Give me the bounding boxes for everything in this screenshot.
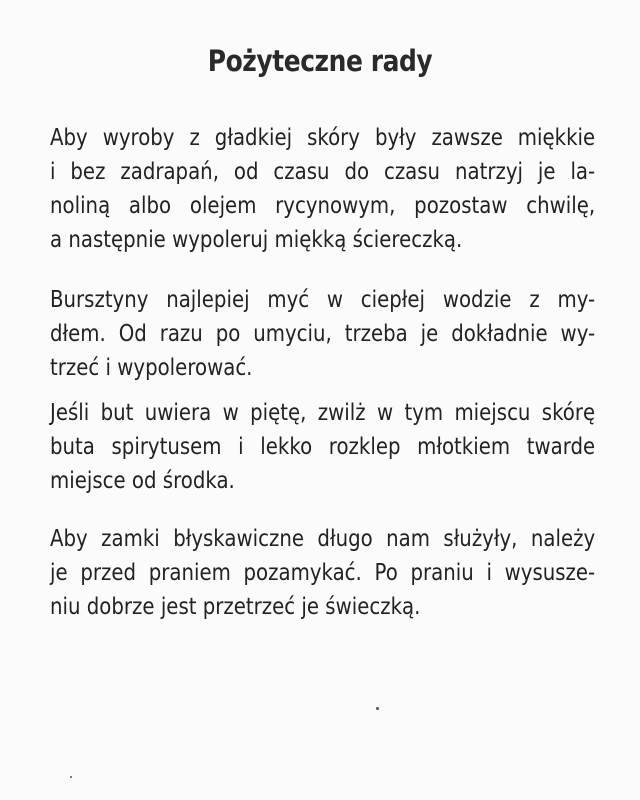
paragraph-line: je przed praniem pozamykać. Po praniu i wysusze- xyxy=(50,558,596,586)
paragraph-line: miejsce od środka. xyxy=(50,466,235,494)
paragraph-line: niu dobrze jest przetrzeć je świeczką. xyxy=(50,592,421,620)
paragraph-line: noliną albo olejem rycynowym, pozostaw chwilę, xyxy=(50,191,596,219)
paragraph-shoe-heel xyxy=(50,395,595,497)
paragraph-line: i bez zadrapań, od czasu do czasu natrzyj je la- xyxy=(50,157,596,185)
paragraph-zippers xyxy=(50,521,595,623)
paragraph-line: Jeśli but uwiera w piętę, zwilż w tym miejscu skórę xyxy=(50,398,596,426)
paper-speck xyxy=(70,776,72,778)
paragraph-line: buta spirytusem i lekko rozklep młotkiem twarde xyxy=(50,432,596,460)
page-title: Pożyteczne rady xyxy=(207,44,433,78)
paragraph-line: trzeć i wypolerować. xyxy=(50,353,253,381)
paragraph-leather-care xyxy=(50,120,595,256)
paragraph-amber-cleaning xyxy=(50,282,595,384)
paragraph-line: Aby wyroby z gładkiej skóry były zawsze miękkie xyxy=(50,123,596,151)
paper-speck xyxy=(376,707,379,710)
paragraph-line: a następnie wypoleruj miękką ściereczką. xyxy=(50,225,463,253)
paragraph-line: dłem. Od razu po umyciu, trzeba je dokładnie wy- xyxy=(50,319,596,347)
paragraph-line: Aby zamki błyskawiczne długo nam służyły, należy xyxy=(50,524,596,552)
paragraph-line: Bursztyny najlepiej myć w ciepłej wodzie z my- xyxy=(50,285,596,313)
